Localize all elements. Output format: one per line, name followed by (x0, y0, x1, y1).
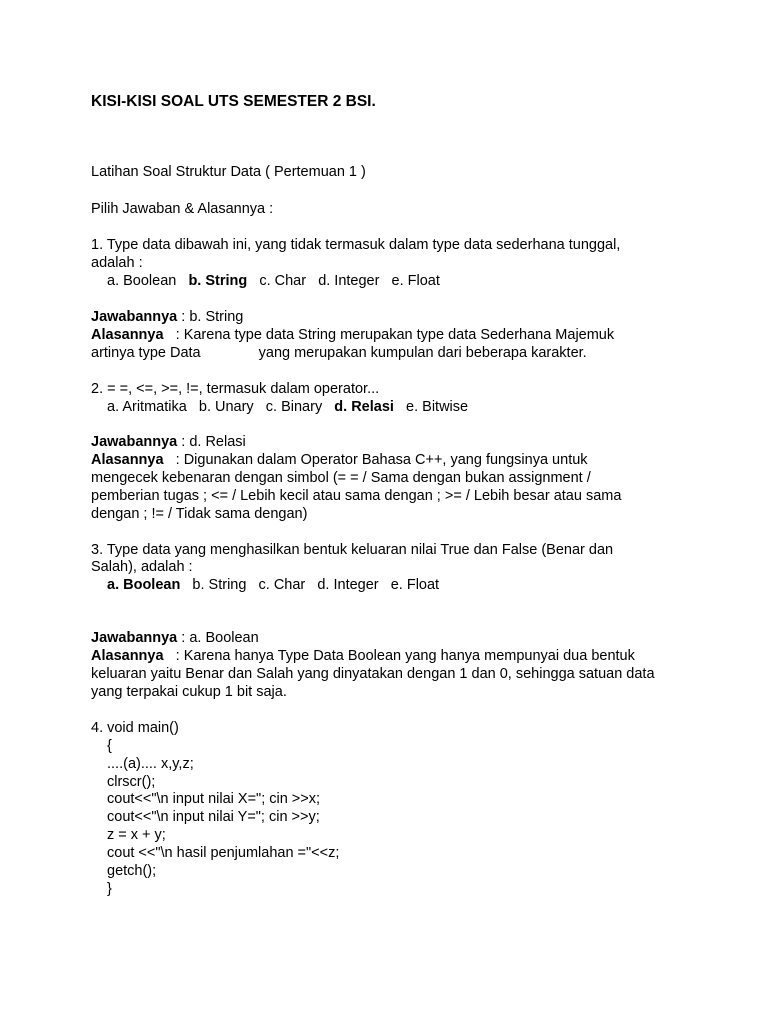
q1-question-line1: 1. Type data dibawah ini, yang tidak termasuk dalam type data sederhana tunggal, (91, 237, 621, 253)
code-line: cout <<"\n hasil penjumlahan ="<<z; (107, 845, 340, 861)
q2-option-a: a. Aritmatika (107, 399, 187, 415)
q4-question-line1: 4. void main() (91, 720, 179, 736)
subtitle: Latihan Soal Struktur Data ( Pertemuan 1 ) (91, 164, 366, 180)
q2-reason-text: : Digunakan dalam Operator Bahasa C++, yang fungsinya untuk (163, 452, 588, 468)
answer-label: Jawabannya (91, 309, 178, 325)
q2-option-c: c. Binary (265, 399, 323, 415)
q1-reason-line1 (91, 326, 614, 344)
q2-question-line1: 2. = =, <=, >=, !=, termasuk dalam operator... (91, 381, 380, 397)
q1-option-a: a. Boolean (107, 273, 177, 289)
q2-option-e: e. Bitwise (406, 399, 469, 415)
reason-label: Alasannya (91, 452, 164, 468)
code-line: ....(a).... x,y,z; (107, 756, 194, 772)
q3-option-e: e. Float (390, 577, 440, 593)
q3-question-line2: Salah), adalah : (91, 559, 193, 575)
q1-answer-text: : b. String (177, 309, 244, 325)
code-line: clrscr(); (107, 774, 156, 790)
q1-reason-2a: artinya type Data (91, 345, 201, 361)
q3-answer-text: : a. Boolean (177, 630, 259, 646)
code-line: { (107, 738, 112, 754)
q1-answer (91, 308, 243, 326)
q3-option-a: a. Boolean (107, 577, 181, 593)
q1-reason-text: : Karena type data String merupakan type data Sederhana Majemuk (163, 327, 615, 343)
q2-options (107, 398, 468, 416)
reason-label: Alasannya (91, 648, 164, 664)
q3-option-c: c. Char (258, 577, 306, 593)
code-line: cout<<"\n input nilai X="; cin >>x; (107, 791, 321, 807)
q3-reason-line3: yang terpakai cukup 1 bit saja. (91, 684, 287, 700)
q3-answer (91, 629, 259, 647)
q1-option-b: b. String (188, 273, 248, 289)
q3-question-line1: 3. Type data yang menghasilkan bentuk keluaran nilai True dan False (Benar dan (91, 542, 614, 558)
q3-options (107, 576, 439, 594)
q3-option-b: b. String (192, 577, 247, 593)
q3-reason-line1 (91, 647, 635, 665)
code-line: z = x + y; (107, 827, 166, 843)
answer-label: Jawabannya (91, 630, 178, 646)
q3-reason-line2: keluaran yaitu Benar dan Salah yang dinyatakan dengan 1 dan 0, sehingga satuan data (91, 666, 655, 682)
q2-answer-text: : d. Relasi (177, 434, 246, 450)
q2-reason-line3: pemberian tugas ; <= / Lebih kecil atau sama dengan ; >= / Lebih besar atau sama (91, 488, 622, 504)
q2-reason-line1 (91, 451, 588, 469)
q1-options (107, 272, 440, 290)
q1-reason-line2 (91, 344, 587, 362)
q2-reason-line2: mengecek kebenaran dengan simbol (= = / Sama dengan bukan assignment / (91, 470, 591, 486)
reason-label: Alasannya (91, 327, 164, 343)
answer-label: Jawabannya (91, 434, 178, 450)
q1-question-line2: adalah : (91, 255, 143, 271)
document-title: KISI-KISI SOAL UTS SEMESTER 2 BSI. (91, 93, 376, 110)
q1-option-d: d. Integer (318, 273, 380, 289)
q2-option-b: b. Unary (198, 399, 254, 415)
q2-reason-line4: dengan ; != / Tidak sama dengan) (91, 506, 308, 522)
q1-option-e: e. Float (391, 273, 440, 289)
code-line: cout<<"\n input nilai Y="; cin >>y; (107, 809, 320, 825)
q2-answer (91, 433, 246, 451)
q1-reason-2b: yang merupakan kumpulan dari beberapa karakter. (258, 345, 587, 361)
code-line: } (107, 881, 112, 897)
q3-option-d: d. Integer (317, 577, 379, 593)
code-line: getch(); (107, 863, 157, 879)
instruction: Pilih Jawaban & Alasannya : (91, 201, 274, 217)
q2-option-d: d. Relasi (334, 399, 394, 415)
q1-option-c: c. Char (259, 273, 307, 289)
q3-reason-text: : Karena hanya Type Data Boolean yang hanya mempunyai dua bentuk (163, 648, 635, 664)
